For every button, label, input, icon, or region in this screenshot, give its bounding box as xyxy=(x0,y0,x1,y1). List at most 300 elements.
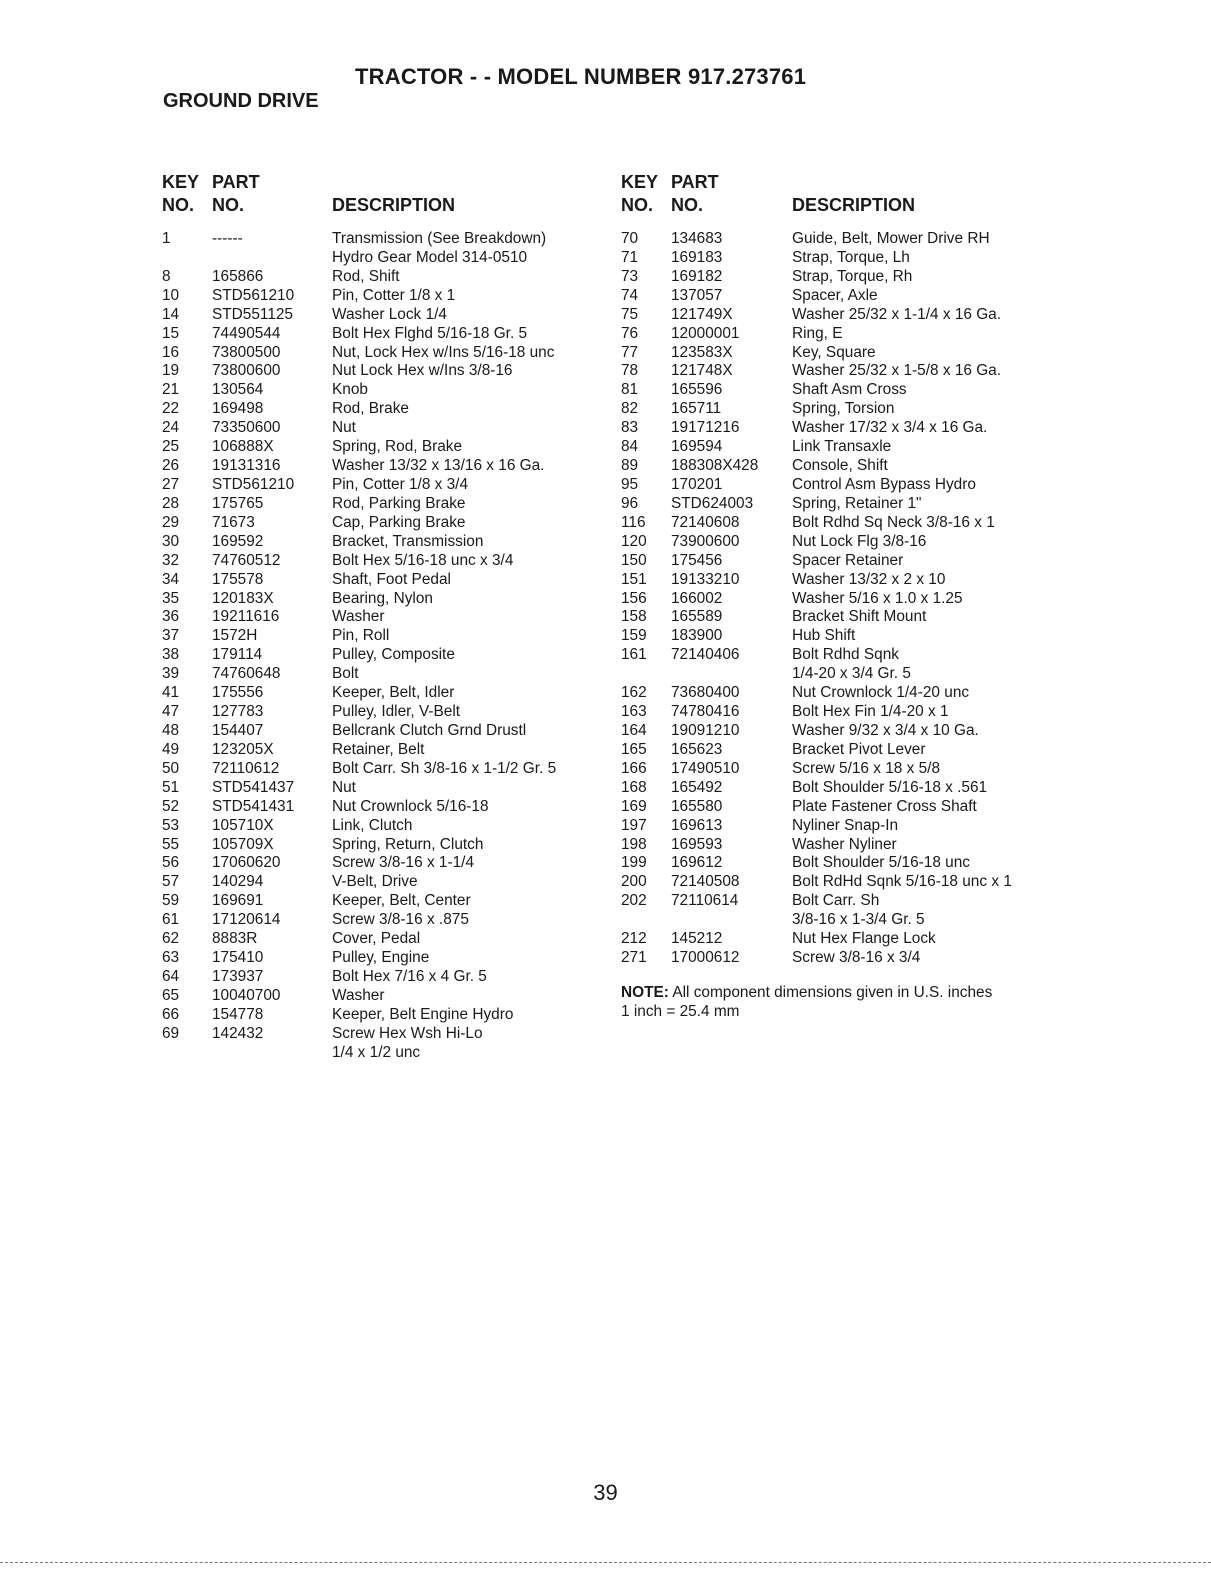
key-number: 22 xyxy=(162,400,180,418)
key-number: 29 xyxy=(162,513,180,531)
table-row xyxy=(621,381,992,400)
table-row xyxy=(621,305,1002,325)
part-description: Ring, E xyxy=(792,324,843,342)
table-row xyxy=(621,627,992,646)
key-number: 200 xyxy=(621,873,647,891)
key-number: 158 xyxy=(621,608,647,626)
key-number: 35 xyxy=(162,589,180,607)
dimension-note xyxy=(621,984,992,1022)
key-number: 16 xyxy=(162,343,180,361)
key-number: 159 xyxy=(621,627,647,645)
key-number: 96 xyxy=(621,494,639,512)
part-description: Spring, Return, Clutch xyxy=(332,835,484,853)
part-number: 165866 xyxy=(212,267,264,285)
part-description: Pin, Cotter 1/8 x 3/4 xyxy=(332,475,469,493)
part-number: 169593 xyxy=(671,835,723,853)
part-number: 121748X xyxy=(671,362,733,380)
part-number: 17490510 xyxy=(671,759,740,777)
part-number: 19211616 xyxy=(212,608,280,626)
part-number: 169498 xyxy=(212,400,264,418)
part-description: Hydro Gear Model 314-0510 xyxy=(332,248,528,266)
part-number: 73800500 xyxy=(212,343,281,361)
part-description: Rod, Parking Brake xyxy=(332,494,466,512)
part-description: Rod, Brake xyxy=(332,400,409,418)
table-row xyxy=(621,438,992,457)
key-number: 81 xyxy=(621,381,639,399)
part-description: Nut Lock Flg 3/8-16 xyxy=(792,532,927,550)
key-number: 55 xyxy=(162,835,180,853)
table-row xyxy=(621,533,992,552)
part-description: Link, Clutch xyxy=(332,816,413,834)
table-row xyxy=(621,684,992,703)
key-number: 34 xyxy=(162,570,180,588)
key-number: 47 xyxy=(162,703,180,721)
part-number: 73350600 xyxy=(212,419,281,437)
part-number: 19171216 xyxy=(671,419,740,437)
part-description: V-Belt, Drive xyxy=(332,873,418,891)
table-row xyxy=(621,495,992,514)
part-description: Spacer Retainer xyxy=(792,551,904,569)
part-description: Bearing, Nylon xyxy=(332,589,433,607)
table-row xyxy=(621,911,992,930)
part-description: Screw 3/8-16 x 3/4 xyxy=(792,949,921,967)
key-number: 169 xyxy=(621,797,647,815)
part-description: Washer xyxy=(332,608,385,626)
part-description: Washer 5/16 x 1.0 x 1.25 xyxy=(792,589,963,607)
key-number: 75 xyxy=(621,305,639,323)
key-number: 1 xyxy=(162,230,171,247)
key-number: 151 xyxy=(621,570,647,588)
part-description: Washer 13/32 x 13/16 x 16 Ga. xyxy=(332,457,545,475)
part-description: Shaft Asm Cross xyxy=(792,381,907,399)
key-number: 24 xyxy=(162,419,180,437)
part-description: Keeper, Belt Engine Hydro xyxy=(332,1005,514,1023)
table-row xyxy=(621,287,992,306)
part-number: STD624003 xyxy=(671,494,754,512)
part-description: Strap, Torque, Rh xyxy=(792,267,913,285)
key-number: 165 xyxy=(621,740,647,758)
table-row xyxy=(621,703,992,722)
table-row xyxy=(621,854,992,873)
part-number: 175765 xyxy=(212,494,264,512)
key-number: 156 xyxy=(621,589,647,607)
part-description: Pulley, Composite xyxy=(332,646,455,664)
key-number: 52 xyxy=(162,797,180,815)
key-number: 53 xyxy=(162,816,180,834)
part-description: Bolt Rdhd Sq Neck 3/8-16 x 1 xyxy=(792,513,995,531)
part-description: Bolt Carr. Sh 3/8-16 x 1-1/2 Gr. 5 xyxy=(332,759,557,777)
part-description: Pin, Roll xyxy=(332,627,390,645)
key-number: 168 xyxy=(621,778,647,796)
part-number: 74490544 xyxy=(212,324,281,342)
part-description: Nut Lock Hex w/Ins 3/8-16 xyxy=(332,362,513,380)
part-number: 74760512 xyxy=(212,551,281,569)
part-number: 169691 xyxy=(212,892,264,910)
part-number: 19133210 xyxy=(671,570,740,588)
part-description: Bolt Hex Flghd 5/16-18 Gr. 5 xyxy=(332,324,528,342)
part-number: 121749X xyxy=(671,305,733,323)
key-number: 26 xyxy=(162,457,180,475)
part-description: Bellcrank Clutch Grnd Drustl xyxy=(332,721,527,739)
table-row xyxy=(621,571,992,590)
table-row xyxy=(621,798,992,817)
part-description: Bolt RdHd Sqnk 5/16-18 unc x 1 xyxy=(792,873,1012,891)
key-number: 48 xyxy=(162,721,180,739)
header-key-no: NO. xyxy=(621,195,654,215)
header-key-no: NO. xyxy=(162,195,195,215)
part-description: Control Asm Bypass Hydro xyxy=(792,475,976,493)
table-row xyxy=(621,741,992,760)
part-description: Bolt Hex 7/16 x 4 Gr. 5 xyxy=(332,967,487,985)
table-row xyxy=(621,419,992,438)
key-number: 271 xyxy=(621,949,647,967)
key-number: 51 xyxy=(162,778,180,796)
part-number: 12000001 xyxy=(671,324,740,342)
key-number: 27 xyxy=(162,475,180,493)
part-description: Strap, Torque, Lh xyxy=(792,248,910,266)
part-number: STD541431 xyxy=(212,797,295,815)
key-number: 19 xyxy=(162,362,180,380)
key-number: 166 xyxy=(621,759,647,777)
part-number: 170201 xyxy=(671,475,723,493)
part-number: 169592 xyxy=(212,532,264,550)
part-description: Washer 9/32 x 3/4 x 10 Ga. xyxy=(792,721,979,739)
part-description: Retainer, Belt xyxy=(332,740,425,758)
part-description: Nut xyxy=(332,778,356,796)
part-description: Nut Hex Flange Lock xyxy=(792,930,936,948)
part-number: 120183X xyxy=(212,589,274,607)
table-row xyxy=(621,760,992,779)
key-number: 69 xyxy=(162,1024,180,1042)
part-number: 154407 xyxy=(212,721,264,739)
note-label: NOTE: xyxy=(621,983,669,1001)
part-description: Spring, Retainer 1" xyxy=(792,494,922,512)
part-number: 72140608 xyxy=(671,513,740,531)
part-number: 165589 xyxy=(671,608,723,626)
part-description: Plate Fastener Cross Shaft xyxy=(792,797,977,815)
part-number: 169613 xyxy=(671,816,723,834)
key-number: 150 xyxy=(621,551,647,569)
key-number: 70 xyxy=(621,230,639,247)
part-number: 165580 xyxy=(671,797,723,815)
part-number: 169183 xyxy=(671,248,723,266)
part-description: Keeper, Belt, Idler xyxy=(332,684,455,702)
key-number: 37 xyxy=(162,627,180,645)
part-number: 130564 xyxy=(212,381,264,399)
key-number: 50 xyxy=(162,759,180,777)
part-description: Pin, Cotter 1/8 x 1 xyxy=(332,286,456,304)
part-description: Screw Hex Wsh Hi-Lo xyxy=(332,1024,483,1042)
part-number: 72140406 xyxy=(671,646,740,664)
part-number: STD551125 xyxy=(212,305,293,323)
key-number: 78 xyxy=(621,362,639,380)
table-row xyxy=(621,722,992,741)
part-number: 179114 xyxy=(212,646,263,664)
table-row xyxy=(621,665,992,684)
key-number: 39 xyxy=(162,665,180,683)
part-description: 1/4-20 x 3/4 Gr. 5 xyxy=(792,665,911,683)
table-row xyxy=(621,325,992,344)
table-row xyxy=(621,817,992,836)
part-description: Cap, Parking Brake xyxy=(332,513,466,531)
part-number: 145212 xyxy=(671,930,723,948)
key-number: 74 xyxy=(621,286,639,304)
part-number: 17000612 xyxy=(671,949,740,967)
table-row xyxy=(621,836,992,855)
part-number: 154778 xyxy=(212,1005,264,1023)
part-description: Screw 3/8-16 x 1-1/4 xyxy=(332,854,475,872)
part-number: 10040700 xyxy=(212,986,281,1004)
table-row xyxy=(621,457,992,476)
part-description: Pulley, Idler, V-Belt xyxy=(332,703,461,721)
key-number: 82 xyxy=(621,400,639,418)
key-number: 62 xyxy=(162,930,180,948)
part-number: 175456 xyxy=(671,551,723,569)
part-number: 142432 xyxy=(212,1024,264,1042)
part-number: 140294 xyxy=(212,873,264,891)
part-number: 72110614 xyxy=(671,892,739,910)
header-description: DESCRIPTION xyxy=(792,195,916,215)
page-number: 39 xyxy=(593,1480,618,1505)
part-number: 183900 xyxy=(671,627,723,645)
part-number: 72110612 xyxy=(212,759,280,777)
part-description: Washer 13/32 x 2 x 10 xyxy=(792,570,946,588)
key-number: 32 xyxy=(162,551,180,569)
table-row xyxy=(621,344,992,363)
header-key: KEY xyxy=(621,172,659,192)
key-number: 10 xyxy=(162,286,180,304)
note-conversion: 1 inch = 25.4 mm xyxy=(621,1002,740,1020)
part-description: Nut xyxy=(332,419,356,437)
key-number: 15 xyxy=(162,324,180,342)
part-description: Nyliner Snap-In xyxy=(792,816,899,834)
part-description: Bolt Carr. Sh xyxy=(792,892,880,910)
part-number: 8883R xyxy=(212,930,258,948)
key-number: 73 xyxy=(621,267,639,285)
header-part-no: NO. xyxy=(212,195,245,215)
part-description: Bracket Pivot Lever xyxy=(792,740,926,758)
header-part: PART xyxy=(671,172,719,192)
part-number: 127783 xyxy=(212,703,264,721)
part-number: 105709X xyxy=(212,835,274,853)
table-row xyxy=(621,513,995,533)
part-description: Nut, Lock Hex w/Ins 5/16-18 unc xyxy=(332,343,555,361)
header-key: KEY xyxy=(162,172,200,192)
key-number: 25 xyxy=(162,438,180,456)
part-description: Bracket, Transmission xyxy=(332,532,484,550)
key-number: 28 xyxy=(162,494,180,512)
part-description: Washer 17/32 x 3/4 x 16 Ga. xyxy=(792,419,988,437)
part-description: Washer 25/32 x 1-1/4 x 16 Ga. xyxy=(792,305,1002,323)
part-number: 17060620 xyxy=(212,854,281,872)
key-number: 21 xyxy=(162,381,180,399)
part-description: Screw 5/16 x 18 x 5/8 xyxy=(792,759,940,777)
part-number: STD561210 xyxy=(212,286,295,304)
part-description: Key, Square xyxy=(792,343,876,361)
part-number: ------ xyxy=(212,230,243,247)
part-number: 165492 xyxy=(671,778,723,796)
part-description: Nut Crownlock 5/16-18 xyxy=(332,797,489,815)
table-row xyxy=(621,590,992,609)
part-description: Bolt Shoulder 5/16-18 unc xyxy=(792,854,970,872)
part-number: 123583X xyxy=(671,343,733,361)
part-description: Keeper, Belt, Center xyxy=(332,892,471,910)
key-number: 83 xyxy=(621,419,639,437)
part-number: 73900600 xyxy=(671,532,740,550)
key-number: 64 xyxy=(162,967,180,985)
part-number: 165596 xyxy=(671,381,723,399)
part-number: 19131316 xyxy=(212,457,281,475)
part-description: Nut Crownlock 1/4-20 unc xyxy=(792,684,970,702)
part-number: 74780416 xyxy=(671,703,740,721)
key-number: 56 xyxy=(162,854,180,872)
key-number: 212 xyxy=(621,930,647,948)
key-number: 71 xyxy=(621,248,639,266)
part-description: Spring, Rod, Brake xyxy=(332,438,463,456)
parts-list-right xyxy=(621,172,1012,1022)
key-number: 84 xyxy=(621,438,639,456)
part-number: 166002 xyxy=(671,589,723,607)
part-description: Bolt xyxy=(332,665,359,683)
key-number: 65 xyxy=(162,986,180,1004)
key-number: 161 xyxy=(621,646,647,664)
table-row xyxy=(621,892,992,911)
part-description: 1/4 x 1/2 unc xyxy=(332,1043,421,1061)
part-number: 175578 xyxy=(212,570,264,588)
table-row xyxy=(621,646,992,665)
part-description: Bracket Shift Mount xyxy=(792,608,927,626)
key-number: 8 xyxy=(162,267,171,285)
part-number: STD541437 xyxy=(212,778,295,796)
key-number: 63 xyxy=(162,949,180,967)
table-row xyxy=(621,362,1002,381)
key-number: 202 xyxy=(621,892,647,910)
part-number: 17120614 xyxy=(212,911,281,929)
key-number: 163 xyxy=(621,703,647,721)
key-number: 162 xyxy=(621,684,647,702)
part-number: 106888X xyxy=(212,438,274,456)
part-description: Washer Nyliner xyxy=(792,835,897,853)
part-description: Console, Shift xyxy=(792,457,888,475)
part-description: Bolt Hex Fin 1/4-20 x 1 xyxy=(792,703,949,721)
page-edge-divider xyxy=(0,1562,1211,1565)
part-description: Rod, Shift xyxy=(332,267,400,285)
part-description: Shaft, Foot Pedal xyxy=(332,570,451,588)
table-row xyxy=(621,608,992,627)
table-row xyxy=(621,873,1012,892)
table-row xyxy=(621,249,992,268)
key-number: 164 xyxy=(621,721,647,739)
part-number: 73680400 xyxy=(671,684,740,702)
part-description: Spring, Torsion xyxy=(792,400,895,418)
part-description: 3/8-16 x 1-3/4 Gr. 5 xyxy=(792,911,925,929)
part-description: Pulley, Engine xyxy=(332,949,430,967)
header-description: DESCRIPTION xyxy=(332,195,456,215)
part-description: Guide, Belt, Mower Drive RH xyxy=(792,230,990,247)
part-description: Hub Shift xyxy=(792,627,856,645)
part-number: 137057 xyxy=(671,286,723,304)
key-number: 30 xyxy=(162,532,180,550)
parts-rows xyxy=(621,230,1012,968)
key-number: 36 xyxy=(162,608,180,626)
part-description: Cover, Pedal xyxy=(332,930,421,948)
key-number: 57 xyxy=(162,873,180,891)
table-row xyxy=(621,400,992,419)
key-number: 120 xyxy=(621,532,647,550)
part-description: Screw 3/8-16 x .875 xyxy=(332,911,469,929)
part-number: 169182 xyxy=(671,267,723,285)
key-number: 197 xyxy=(621,816,647,834)
table-row xyxy=(621,268,992,287)
part-description: Bolt Rdhd Sqnk xyxy=(792,646,899,664)
part-number: 74760648 xyxy=(212,665,281,683)
part-description: Transmission (See Breakdown) xyxy=(332,230,547,247)
part-description: Washer Lock 1/4 xyxy=(332,305,447,323)
part-number: 19091210 xyxy=(671,721,740,739)
part-number: 169612 xyxy=(671,854,723,872)
part-description: Bolt Shoulder 5/16-18 x .561 xyxy=(792,778,988,796)
key-number: 66 xyxy=(162,1005,180,1023)
key-number: 116 xyxy=(621,513,646,531)
key-number: 59 xyxy=(162,892,180,910)
part-number: 1572H xyxy=(212,627,258,645)
table-row xyxy=(621,230,992,249)
part-description: Washer xyxy=(332,986,385,1004)
part-number: 165623 xyxy=(671,740,723,758)
header-part: PART xyxy=(212,172,260,192)
key-number: 14 xyxy=(162,305,180,323)
key-number: 76 xyxy=(621,324,639,342)
key-number: 38 xyxy=(162,646,180,664)
table-row xyxy=(621,476,992,495)
key-number: 198 xyxy=(621,835,647,853)
table-row xyxy=(621,930,992,949)
key-number: 77 xyxy=(621,343,639,361)
table-row xyxy=(621,552,992,571)
key-number: 61 xyxy=(162,911,180,929)
part-description: Knob xyxy=(332,381,368,399)
part-description: Washer 25/32 x 1-5/8 x 16 Ga. xyxy=(792,362,1002,380)
part-number: 175556 xyxy=(212,684,264,702)
part-number: 73800600 xyxy=(212,362,281,380)
section-title: GROUND DRIVE xyxy=(163,90,319,112)
part-number: 169594 xyxy=(671,438,723,456)
part-number: 173937 xyxy=(212,967,264,985)
part-number: 175410 xyxy=(212,949,264,967)
table-row xyxy=(621,779,992,798)
note-text: All component dimensions given in U.S. inches xyxy=(668,983,993,1001)
part-description: Spacer, Axle xyxy=(792,286,878,304)
part-number: 71673 xyxy=(212,513,255,531)
part-description: Bolt Hex 5/16-18 unc x 3/4 xyxy=(332,551,514,569)
key-number: 95 xyxy=(621,475,639,493)
key-number: 41 xyxy=(162,684,180,702)
part-number: 188308X428 xyxy=(671,457,759,475)
key-number: 49 xyxy=(162,740,180,758)
part-number: 134683 xyxy=(671,230,723,247)
header-part-no: NO. xyxy=(671,195,704,215)
part-number: 165711 xyxy=(671,400,722,418)
key-number: 89 xyxy=(621,457,639,475)
part-description: Link Transaxle xyxy=(792,438,892,456)
part-number: STD561210 xyxy=(212,475,295,493)
column-headers xyxy=(621,172,992,230)
key-number: 199 xyxy=(621,854,647,872)
part-number: 105710X xyxy=(212,816,274,834)
part-number: 123205X xyxy=(212,740,274,758)
table-row xyxy=(621,949,992,968)
part-number: 72140508 xyxy=(671,873,740,891)
